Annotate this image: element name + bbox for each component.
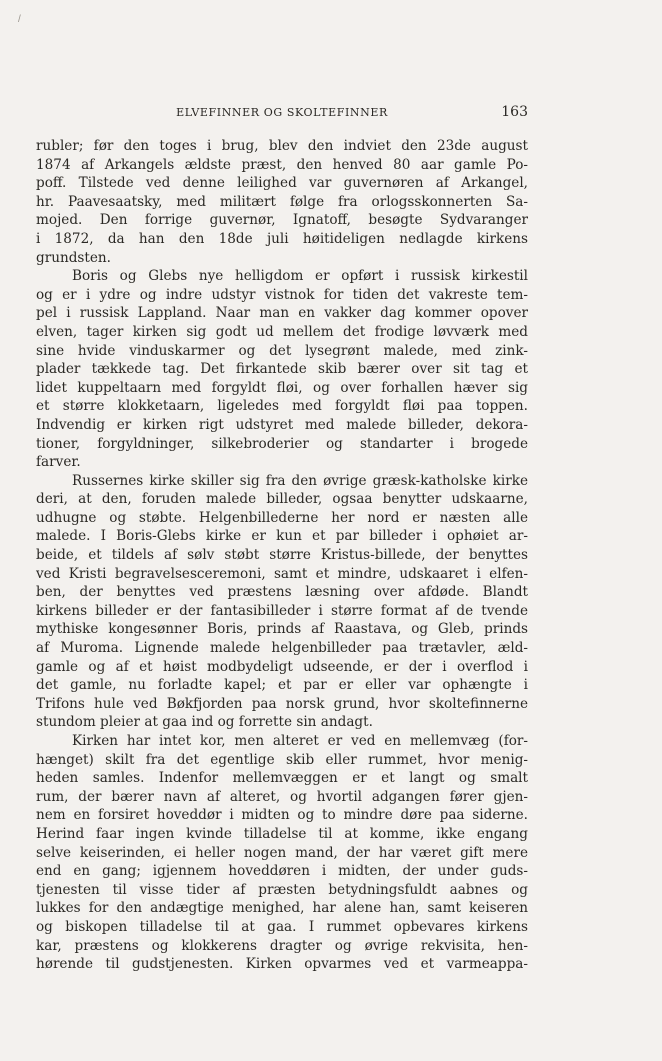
text-line: Kirken har intet kor, men alteret er ved en mellemvæg (for- — [72, 733, 528, 749]
text-line: Herind faar ingen kvinde tilladelse til at komme, ikke engang — [36, 825, 528, 842]
text-line: tioner, forgyldninger, silkebroderier og standarter i brogede — [36, 435, 528, 452]
text-line: 1874 af Arkangels ældste præst, den henved 80 aar gamle Po- — [36, 156, 528, 173]
text-line: plader tækkede tag. Det firkantede skib bærer over sit tag et — [36, 361, 528, 378]
page-header — [36, 104, 528, 120]
text-line: pel i russisk Lappland. Naar man en vakker dag kommer opover — [36, 305, 528, 322]
running-head: ELVEFINNER OG SKOLTEFINNER — [176, 106, 388, 119]
text-line: lukkes for den andægtige menighed, har alene han, samt keiseren — [36, 900, 528, 917]
page-number: 163 — [501, 104, 528, 120]
body-text — [36, 137, 528, 974]
text-line: Russernes kirke skiller sig fra den øvrige græsk-katholske kirke — [72, 472, 528, 489]
text-line: selve keiserinden, ei heller nogen mand, der har været gift mere — [36, 844, 528, 861]
text-line: poff. Tilstede ved denne leilighed var guvernøren af Arkangel, — [36, 175, 528, 192]
text-line: ved Kristi begravelsesceremoni, samt et mindre, udskaaret i elfen- — [36, 565, 528, 582]
text-line: af Muroma. Lignende malede helgenbilleder paa trætavler, æld- — [36, 640, 528, 657]
text-line: elven, tager kirken sig godt ud mellem det frodige løvværk med — [36, 323, 528, 340]
text-line: kar, præstens og klokkerens dragter og øvrige rekvisita, hen- — [36, 937, 528, 954]
text-line: nem en forsiret hoveddør i midten og to mindre døre paa siderne. — [36, 807, 528, 824]
text-line: deri, at den, foruden malede billeder, ogsaa benytter udskaarne, — [36, 491, 528, 508]
text-line: kirkens billeder er der fantasibilleder i større format af de tvende — [36, 602, 528, 619]
text-line: grundsten. — [36, 249, 111, 266]
text-line: malede. I Boris-Glebs kirke er kun et par billeder i ophøiet ar- — [36, 528, 528, 545]
text-line: i 1872, da han den 18de juli høitideligen nedlagde kirkens — [36, 230, 528, 247]
text-line: Trifons hule ved Bøkfjorden paa norsk grund, hvor skoltefinnerne — [36, 695, 528, 712]
text-line: Indvendig er kirken rigt udstyret med malede billeder, dekora- — [36, 416, 528, 433]
text-line: sine hvide vinduskarmer og det lysegrønt malede, med zink- — [36, 342, 528, 359]
text-line: mojed. Den forrige guvernør, Ignatoff, besøgte Sydvaranger — [36, 212, 528, 229]
text-line: gamle og af et høist modbydeligt udseende, er der i overflod i — [36, 658, 528, 675]
text-line: rubler; før den toges i brug, blev den indviet den 23de august — [36, 138, 528, 154]
text-line: mythiske kongesønner Boris, prinds af Raastava, og Gleb, prinds — [36, 621, 528, 638]
text-line: farver. — [36, 454, 81, 471]
corner-mark: / — [18, 14, 21, 25]
text-line: stundom pleier at gaa ind og forrette sin andagt. — [36, 714, 373, 731]
text-line: tjenesten til visse tider af præsten betydningsfuldt aabnes og — [36, 881, 528, 898]
text-line: heden samles. Indenfor mellemvæggen er et langt og smalt — [36, 770, 528, 787]
text-line: hørende til gudstjenesten. Kirken opvarmes ved et varmeappa- — [36, 956, 528, 973]
text-line: beide, et tildels af sølv støbt større Kristus-billede, der benyttes — [36, 547, 528, 564]
text-line: og biskopen tilladelse til at gaa. I rummet opbevares kirkens — [36, 918, 528, 935]
text-line: og er i ydre og indre udstyr vistnok for tiden det vakreste tem- — [36, 286, 528, 303]
text-line: end en gang; igjennem hoveddøren i midten, der under guds- — [36, 863, 528, 880]
text-line: det gamle, nu forladte kapel; et par er eller var ophængte i — [36, 677, 528, 694]
text-line: Boris og Glebs nye helligdom er opført i russisk kirkestil — [72, 268, 528, 285]
text-line: udhugne og støbte. Helgenbillederne her nord er næsten alle — [36, 509, 528, 526]
text-line: hænget) skilt fra det egentlige skib eller rummet, hvor menig- — [36, 751, 528, 768]
text-line: ben, der benyttes ved præstens læsning over afdøde. Blandt — [36, 584, 528, 601]
text-line: et større klokketaarn, ligeledes med forgyldt fløi paa toppen. — [36, 398, 528, 415]
text-line: lidet kuppeltaarn med forgyldt fløi, og over forhallen hæver sig — [36, 379, 528, 396]
text-line: rum, der bærer navn af alteret, og hvortil adgangen fører gjen- — [36, 788, 528, 805]
text-line: hr. Paavesaatsky, med militært følge fra orlogsskonnerten Sa- — [36, 193, 528, 210]
